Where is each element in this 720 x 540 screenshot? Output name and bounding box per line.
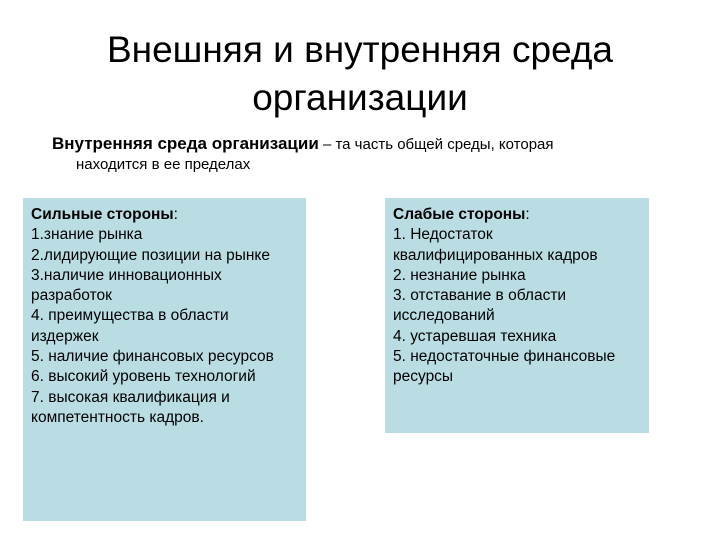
strengths-item: 7. высокая квалификация и компетентность кадров.	[31, 388, 230, 426]
definition-term: Внутренняя среда организации	[52, 134, 319, 153]
weaknesses-heading-row	[393, 205, 643, 225]
definition-text-line-2: находится в ее пределах	[76, 156, 251, 173]
slide-title-line-2: организации	[252, 77, 468, 118]
definition-text-line-1: – та часть общей среды, которая	[318, 136, 554, 153]
definition-paragraph	[52, 134, 692, 175]
strengths-item: 2.лидирующие позиции на рынке	[31, 246, 270, 264]
weaknesses-heading-colon: :	[525, 206, 530, 223]
strengths-heading: Сильные стороны	[31, 206, 174, 223]
weaknesses-item: 5. недостаточные финансовые ресурсы	[393, 348, 616, 386]
slide-title-line-1: Внешняя и внутренняя среда	[106, 29, 614, 70]
weaknesses-item: 2. незнание рынка	[393, 266, 526, 284]
strengths-list	[31, 225, 298, 428]
weaknesses-item: 1. Недостаток квалифицированных кадров	[393, 226, 598, 264]
strengths-item: 5. наличие финансовых ресурсов	[31, 348, 274, 366]
strengths-item: 1.знание рынка	[31, 226, 143, 244]
strengths-heading-row	[31, 205, 298, 225]
strengths-box	[23, 198, 306, 521]
weaknesses-list	[393, 225, 643, 387]
strengths-item: 4. преимущества в области издержек	[31, 307, 229, 345]
strengths-heading-colon: :	[173, 206, 178, 223]
strengths-item: 3.наличие инновационных разработок	[31, 266, 222, 305]
slide-title	[40, 26, 680, 122]
weaknesses-heading: Слабые стороны	[393, 206, 526, 223]
strengths-item: 6. высокий уровень технологий	[31, 368, 256, 386]
weaknesses-item: 3. отставание в области исследований	[393, 287, 567, 325]
weaknesses-item: 4. устаревшая техника	[393, 327, 557, 345]
weaknesses-box	[385, 198, 649, 433]
